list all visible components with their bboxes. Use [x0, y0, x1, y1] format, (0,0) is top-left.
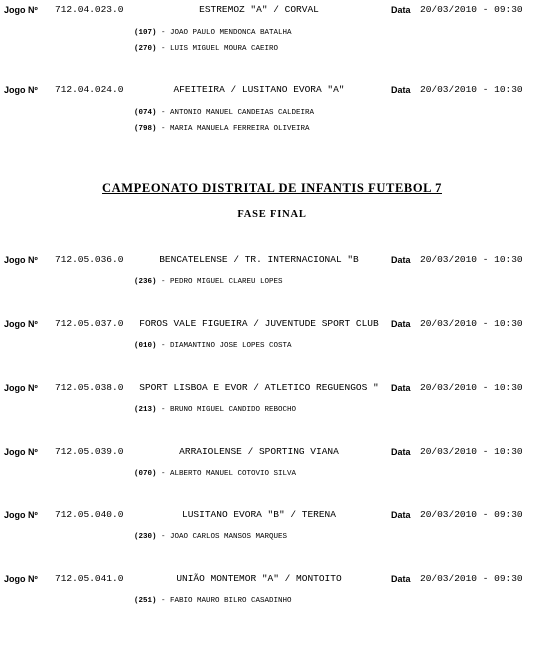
game-teams: BENCATELENSE / TR. INTERNACIONAL "B [159, 254, 359, 265]
section-title: CAMPEONATO DISTRITAL DE INFANTIS FUTEBOL 7 [102, 181, 442, 195]
referee-name: - ALBERTO MANUEL COTOVIO SILVA [161, 470, 297, 478]
game-label: Jogo Nº [4, 319, 38, 329]
game-label: Jogo Nº [4, 574, 38, 584]
referee-name: - LUIS MIGUEL MOURA CAEIRO [161, 45, 279, 53]
date-label: Data [391, 85, 411, 95]
referee-code: (251) [134, 597, 157, 605]
date-label: Data [391, 319, 411, 329]
referee-line [134, 405, 296, 415]
game-label: Jogo Nº [4, 5, 38, 15]
game-header-line [0, 318, 544, 330]
game-teams: SPORT LISBOA E EVOR / ATLETICO REGUENGOS " [139, 382, 379, 393]
game-date: 20/03/2010 - 09:30 [420, 509, 523, 520]
game-header-line [0, 573, 544, 585]
referee-code: (230) [134, 533, 157, 541]
game-header-line [0, 4, 544, 16]
game-header-line [0, 254, 544, 266]
game-label: Jogo Nº [4, 447, 38, 457]
referee-line [134, 532, 287, 542]
date-label: Data [391, 574, 411, 584]
referee-code: (798) [134, 125, 157, 133]
referee-line [134, 28, 292, 38]
game-teams: UNIÃO MONTEMOR "A" / MONTOITO [176, 573, 342, 584]
referee-code: (213) [134, 406, 157, 414]
referee-code: (070) [134, 470, 157, 478]
referee-code: (270) [134, 45, 157, 53]
game-date: 20/03/2010 - 09:30 [420, 573, 523, 584]
game-teams: FOROS VALE FIGUEIRA / JUVENTUDE SPORT CLUB [139, 318, 379, 329]
referee-name: - JOAO CARLOS MANSOS MARQUES [161, 533, 288, 541]
referee-name: - BRUNO MIGUEL CANDIDO REBOCHO [161, 406, 297, 414]
game-header-line [0, 446, 544, 458]
referee-line [134, 124, 310, 134]
date-label: Data [391, 255, 411, 265]
game-number: 712.05.036.0 [55, 254, 124, 265]
game-label: Jogo Nº [4, 383, 38, 393]
date-label: Data [391, 447, 411, 457]
referee-name: - DIAMANTINO JOSE LOPES COSTA [161, 342, 292, 350]
game-teams: AFEITEIRA / LUSITANO EVORA "A" [173, 84, 345, 95]
game-header-line [0, 509, 544, 521]
game-label: Jogo Nº [4, 510, 38, 520]
referee-code: (236) [134, 278, 157, 286]
game-header-line [0, 382, 544, 394]
referee-code: (107) [134, 29, 157, 37]
game-date: 20/03/2010 - 10:30 [420, 254, 523, 265]
referee-line [134, 341, 292, 351]
game-number: 712.05.041.0 [55, 573, 124, 584]
game-number: 712.05.040.0 [55, 509, 124, 520]
referee-name: - ANTONIO MANUEL CANDEIAS CALDEIRA [161, 109, 315, 117]
game-label: Jogo Nº [4, 85, 38, 95]
referee-name: - MARIA MANUELA FERREIRA OLIVEIRA [161, 125, 310, 133]
game-date: 20/03/2010 - 10:30 [420, 84, 523, 95]
game-date: 20/03/2010 - 10:30 [420, 446, 523, 457]
game-date: 20/03/2010 - 09:30 [420, 4, 523, 15]
game-number: 712.05.039.0 [55, 446, 124, 457]
game-teams: ARRAIOLENSE / SPORTING VIANA [179, 446, 339, 457]
game-number: 712.05.037.0 [55, 318, 124, 329]
referee-line [134, 108, 314, 118]
game-number: 712.04.023.0 [55, 4, 124, 15]
referee-name: - PEDRO MIGUEL CLAREU LOPES [161, 278, 283, 286]
referee-line [134, 469, 296, 479]
game-teams: ESTREMOZ "A" / CORVAL [199, 4, 319, 15]
game-date: 20/03/2010 - 10:30 [420, 382, 523, 393]
game-header-line [0, 84, 544, 96]
game-number: 712.05.038.0 [55, 382, 124, 393]
date-label: Data [391, 383, 411, 393]
game-date: 20/03/2010 - 10:30 [420, 318, 523, 329]
game-label: Jogo Nº [4, 255, 38, 265]
referee-line [134, 277, 283, 287]
date-label: Data [391, 510, 411, 520]
section-subtitle: FASE FINAL [237, 209, 307, 220]
game-teams: LUSITANO EVORA "B" / TERENA [182, 509, 336, 520]
referee-line [134, 44, 278, 54]
date-label: Data [391, 5, 411, 15]
referee-name: - FABIO MAURO BILRO CASADINHO [161, 597, 292, 605]
game-number: 712.04.024.0 [55, 84, 124, 95]
referee-code: (010) [134, 342, 157, 350]
referee-code: (074) [134, 109, 157, 117]
referee-name: - JOAO PAULO MENDONCA BATALHA [161, 29, 292, 37]
referee-line [134, 596, 292, 606]
